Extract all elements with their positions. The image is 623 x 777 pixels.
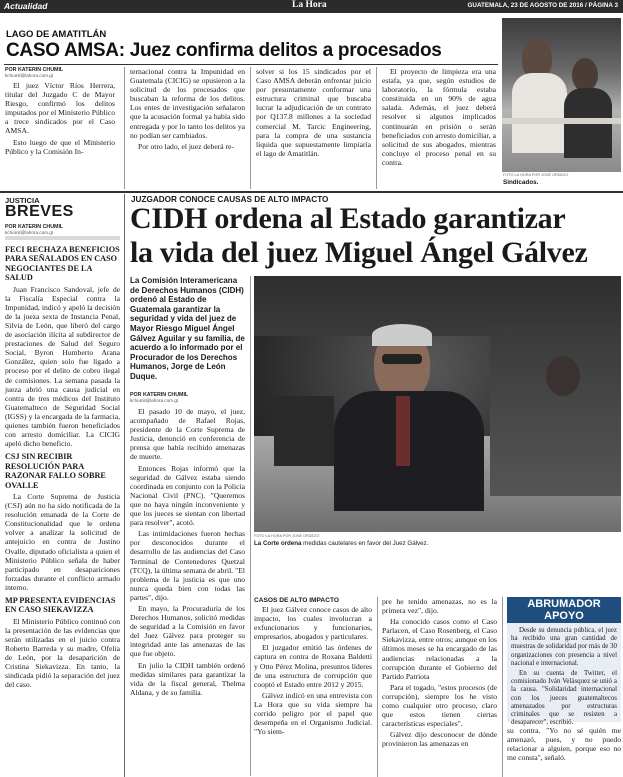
sub-kicker: CASOS DE ALTO IMPACTO (254, 597, 339, 604)
top-headline: CASO AMSA: Juez confirma delitos a procesados (6, 40, 442, 61)
sidebar-text: Desde su denuncia pública, el juez ha recibido una gran cantidad de muestras de solidaridad por más de 30 organizaciones con presencia a nivel nacional e internacional. En su cuenta de Twitter, el comisionado Iván Velásquez se unió a la causa. "Solidaridad internacional con los jueces guatemaltecos amenazados por estructuras criminales que se resisten a desaparecer", escribió. (511, 627, 617, 727)
breves-items (5, 242, 120, 777)
breves-band (5, 236, 120, 240)
brief-text: La Corte Suprema de Justicia (CSJ) aún no ha sido notificada de la resolución emanada de la Corte de Constitucionalidad que le ordena volver a analizar la solicitud de antejuicio en contra de Justino Ovalle, diputado oficialista a quien el Ministerio Público señala de haber participado en desapariciones forzadas durante el conflicto armado interno. (5, 491, 120, 592)
brief-headline: CSJ SIN RECIBIR RESOLUCIÓN PARA RAZONAR FALLO SOBRE OVALLE (5, 452, 106, 490)
top-col3: solver si los 15 sindicados por el Caso AMSA deberán enfrentar juicio por presuntamente conformar una estructura criminal que buscaba lucrar la adjudicación de un contrato por Q137.8 millones a la sociedad comercial M. Tarcic Engineering, para la compra de una sustancia líquida que supuestamente limpiaría el lago de Amatitlán. (256, 67, 371, 158)
main-byline: POR KATERIN CHUMIL kchumil@lahora.com.gt (130, 392, 189, 404)
main-col2: El juez Gálvez conoce casos de alto impacto, los cuales involucran a exfuncionarios y funcionarios, empresarios, abogados y particulares. El juzgador emitió las órdenes de captura en contra de Roxana Baldetti y Otto Pérez Molina, presuntos líderes de una estructura de corrupción que cooptó el Estado entre 2012 y 2015. Gálvez indicó en una entrevista con La Hora que su vida siempre ha corrido peligro por el papel que desempeña en el Organismo Judicial. "Yo siem- (254, 605, 372, 737)
brief-text: Juan Francisco Sandoval, jefe de la Fiscalía Especial contra la Impunidad, indicó y apeló la decisión de la jueza sexta de Instancia Penal, Silvia de León, que liberó del cargo de asociación ilícita al subdirector de prestaciones de Salud del Seguro Social, Byron Humberto Arana González, quien solo fue ligado a proceso por el delito de cobro ilegal de comisiones. La semana pasada la jueza abrió una causa judicial en contra de tres médicos del Instituto Guatemalteco de Seguridad Social (IGSS) y la encargada de la farmacia, quienes también fueron beneficiados con arresto domiciliar. La CICIG apeló dicho beneficio. (5, 284, 120, 449)
breves-byline: POR KATERIN CHUMIL kchumil@lahora.com.gt (5, 224, 64, 236)
main-headline-1: CIDH ordena al Estado garantizar (130, 202, 566, 235)
brief-headline: MP PRESENTA EVIDENCIAS EN CASO SIEKAVIZZA (5, 595, 116, 615)
brief-item (5, 245, 120, 448)
main-caption: La Corte ordena medidas cautelares en favor del Juez Gálvez. (254, 540, 429, 547)
sidebar-tail: su contra. "Yo no sé quién me amenazó, pues, y no puedo relacionar a alguien, porque eso no me consta", señaló. (507, 726, 621, 763)
page-date: GUATEMALA, 23 DE AGOSTO DE 2016 / PÁGINA 3 (467, 2, 618, 9)
newspaper-logo: La Hora (292, 0, 327, 10)
main-kicker: JUZGADOR CONOCE CAUSAS DE ALTO IMPACTO (131, 195, 329, 204)
brief-item (5, 452, 120, 592)
sidebar-title: ABRUMADOR APOYO (507, 597, 621, 623)
brief-text: El Ministerio Público continuó con la presentación de las evidencias que serán utilizadas en el juicio contra Roberto Barreda y su madre, Ofelia de León, por la desaparición de Cristina Siekavizza. En tanto, la sindicada pidió la separación del juez del caso. (5, 616, 120, 690)
judge-photo (254, 276, 621, 532)
top-col1: El juez Víctor Ríos Herrera, titular del Juzgado C de Mayor Riesgo, confirmó los delitos imputados por el Ministerio Público a trece sindicados por el Caso AMSA. Esto luego de que el Ministerio Público y la Comisión In- (5, 81, 115, 156)
brief-item (5, 596, 120, 690)
brief-headline: FECI RECHAZA BENEFICIOS PARA SEÑALADOS EN CASO NEGOCIANTES DE LA SALUD (5, 245, 120, 283)
main-col1: El pasado 10 de mayo, el juez, acompañado de Rafael Rojas, presidente de la Corte Suprema de Justicia, denunció en conferencia de prensa que había recibido amenazas de muerte. Entonces Rojas informó que la seguridad de Gálvez estaba siendo coordinada en conjunto con la Policía Nacional Civil (PNC). "Queremos que no haya ningún inconveniente y que los jueces se sientan con libertad para resolver", acotó. Las intimidaciones fueron hechas por desconocidos durante el desarrollo de las audiencias del Caso Terminal de Contenedores Quetzal (TCQ), la última semana de abril. "El problema de la justicia es que uno nunca queda bien con todas las partes", dijo. En mayo, la Procuraduría de los Derechos Humanos, solicitó medidas de seguridad a la Comisión en favor del Juez Gálvez para proteger su integridad ante las amenazas de las que fue objeto. En julio la CIDH también ordenó medidas similares para garantizar la vida de la fiscal general, Thelma Aldana, y de su familia. (130, 407, 245, 697)
section-label: Actualidad (4, 1, 48, 11)
page-header (0, 0, 623, 13)
main-headline-2: la vida del juez Miguel Ángel Gálvez (130, 236, 588, 269)
defendants-photo (502, 18, 621, 172)
top-story (0, 13, 623, 191)
breves-title: BREVES (5, 203, 74, 220)
top-byline: POR KATERIN CHUMIL kchumil@lahora.com.gt (5, 67, 64, 79)
top-photo-credit: FOTO LA HORA POR JOSÉ ORDEZO (503, 173, 569, 177)
top-kicker: LAGO DE AMATITLÁN (6, 29, 107, 40)
main-photo-credit: FOTO LA HORA POR JOSÉ ORDEZO (254, 534, 320, 538)
top-col4: El proyecto de limpieza era una estafa, ya que, según estudios de laboratorio, la fórmula estaba constituida en un 90% de agua salada. Además, el juez deberá resolver si algunos implicados continuarán en prisión o serán beneficiados con arresto domiciliar, a solicitud de sus abogados, mientras concluye el proceso penal en su contra. (382, 67, 496, 167)
main-lead: La Comisión Interamericana de Derechos Humanos (CIDH) ordenó al Estado de Guatemala garantizar la seguridad y vida del juez de Mayor Riesgo Miguel Ángel Gálvez Aguilar y su familia, de acuerdo a lo informado por el Procurador de los Derechos Humanos, Jorge de León Duque. (130, 276, 245, 381)
breves-column (0, 194, 124, 777)
sidebar-box (507, 597, 621, 727)
main-story (126, 194, 623, 777)
main-col3: pre he tenido amenazas, no es la primera vez", dijo. Ha conocido casos como el Caso Parlacen, el Caso Rosenberg, el Caso Siekavizza, entre otros; aunque en los últimos meses se ha encargado de las audiencias relacionadas a la corrupción durante el Gobierno del Partido Patriota Para el togado, "estos procesos (de corrupción), siempre los he visto como cualquier otro proceso, claro que estos tienen ciertas características especiales". Gálvez dijo desconocer de dónde provinieron las amenazas en (382, 597, 497, 749)
top-caption: Sindicados. (503, 179, 539, 186)
top-col2: ternacional contra la Impunidad en Guatemala (CICIG) se opusieron a la solicitud de los procesados que buscaban la reforma de los delitos. Los entes de investigación señalaron que la acusación formal ya había sido entregada y por lo tanto los delitos ya no podían ser cambiados. Por otro lado, el juez deberá re- (130, 67, 245, 151)
breves-kicker: JUSTICIA (5, 196, 40, 205)
